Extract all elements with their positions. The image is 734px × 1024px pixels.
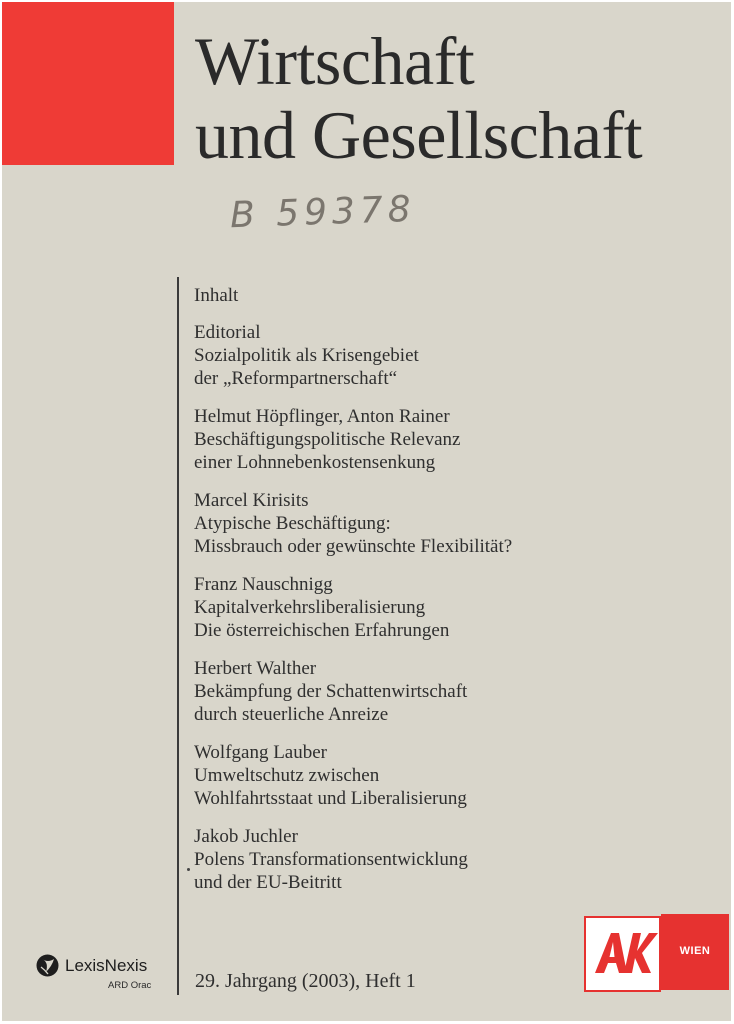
title-line-2: und Gesellschaft <box>195 97 643 173</box>
ak-city-block <box>661 914 729 990</box>
entry-title-line: und der EU-Beitritt <box>194 872 342 893</box>
toc-entry-kirisits <box>194 489 594 558</box>
entry-title-line: Sozialpolitik als Krisengebiet <box>194 345 419 366</box>
entry-title-line: durch steuerliche Anreize <box>194 704 389 725</box>
entry-title-line: Kapitalverkehrsliberalisierung <box>194 597 426 618</box>
toc-entry-lauber <box>194 741 594 810</box>
entry-title-line: Die österreichischen Erfahrungen <box>194 620 450 641</box>
publisher-name <box>65 956 147 976</box>
entry-author: Marcel Kirisits <box>194 490 309 511</box>
entry-title-line: Polens Transformationsentwicklung <box>194 849 468 870</box>
issue-info: 29. Jahrgang (2003), Heft 1 <box>195 970 416 992</box>
toc-entry-walther <box>194 657 594 726</box>
red-accent-block <box>2 2 174 165</box>
toc-entry-hoepflinger-rainer <box>194 405 594 474</box>
toc-entry-juchler <box>194 825 594 894</box>
ak-letters-icon <box>586 918 659 990</box>
contents-heading: Inhalt <box>194 285 239 306</box>
journal-cover <box>2 2 731 1021</box>
handwritten-shelfmark: B 59378 <box>229 188 417 237</box>
lexisnexis-emblem-icon <box>35 953 60 978</box>
publisher-name-text: LexisNexis <box>65 956 148 975</box>
ak-logo <box>584 916 661 992</box>
vertical-divider <box>177 277 179 995</box>
publisher-subtitle: ARD Orac <box>108 980 152 991</box>
toc-entry-editorial <box>194 321 594 390</box>
scan-speck <box>187 868 190 871</box>
title-line-1: Wirtschaft <box>195 23 475 99</box>
entry-author: Helmut Höpflinger, Anton Rainer <box>194 406 450 427</box>
toc-entry-nauschnigg <box>194 573 594 642</box>
entry-author: Jakob Juchler <box>194 826 298 847</box>
entry-author: Editorial <box>194 322 261 343</box>
entry-author: Herbert Walther <box>194 658 317 679</box>
entry-title-line: Atypische Beschäftigung: <box>194 513 391 534</box>
publisher-logo <box>35 953 175 1003</box>
journal-title <box>195 24 642 172</box>
entry-title-line: Bekämpfung der Schattenwirtschaft <box>194 681 468 702</box>
entry-author: Franz Nauschnigg <box>194 574 333 595</box>
ak-city-label: WIEN <box>679 945 711 957</box>
entry-title-line: der „Reformpartnerschaft“ <box>194 368 398 389</box>
entry-title-line: Beschäftigungspolitische Relevanz <box>194 429 461 450</box>
entry-title-line: Wohlfahrtsstaat und Liberalisierung <box>194 788 467 809</box>
table-of-contents <box>194 284 594 909</box>
entry-title-line: Missbrauch oder gewünschte Flexibilität? <box>194 536 513 557</box>
entry-author: Wolfgang Lauber <box>194 742 327 763</box>
entry-title-line: Umweltschutz zwischen <box>194 765 380 786</box>
entry-title-line: einer Lohnnebenkostensenkung <box>194 452 436 473</box>
